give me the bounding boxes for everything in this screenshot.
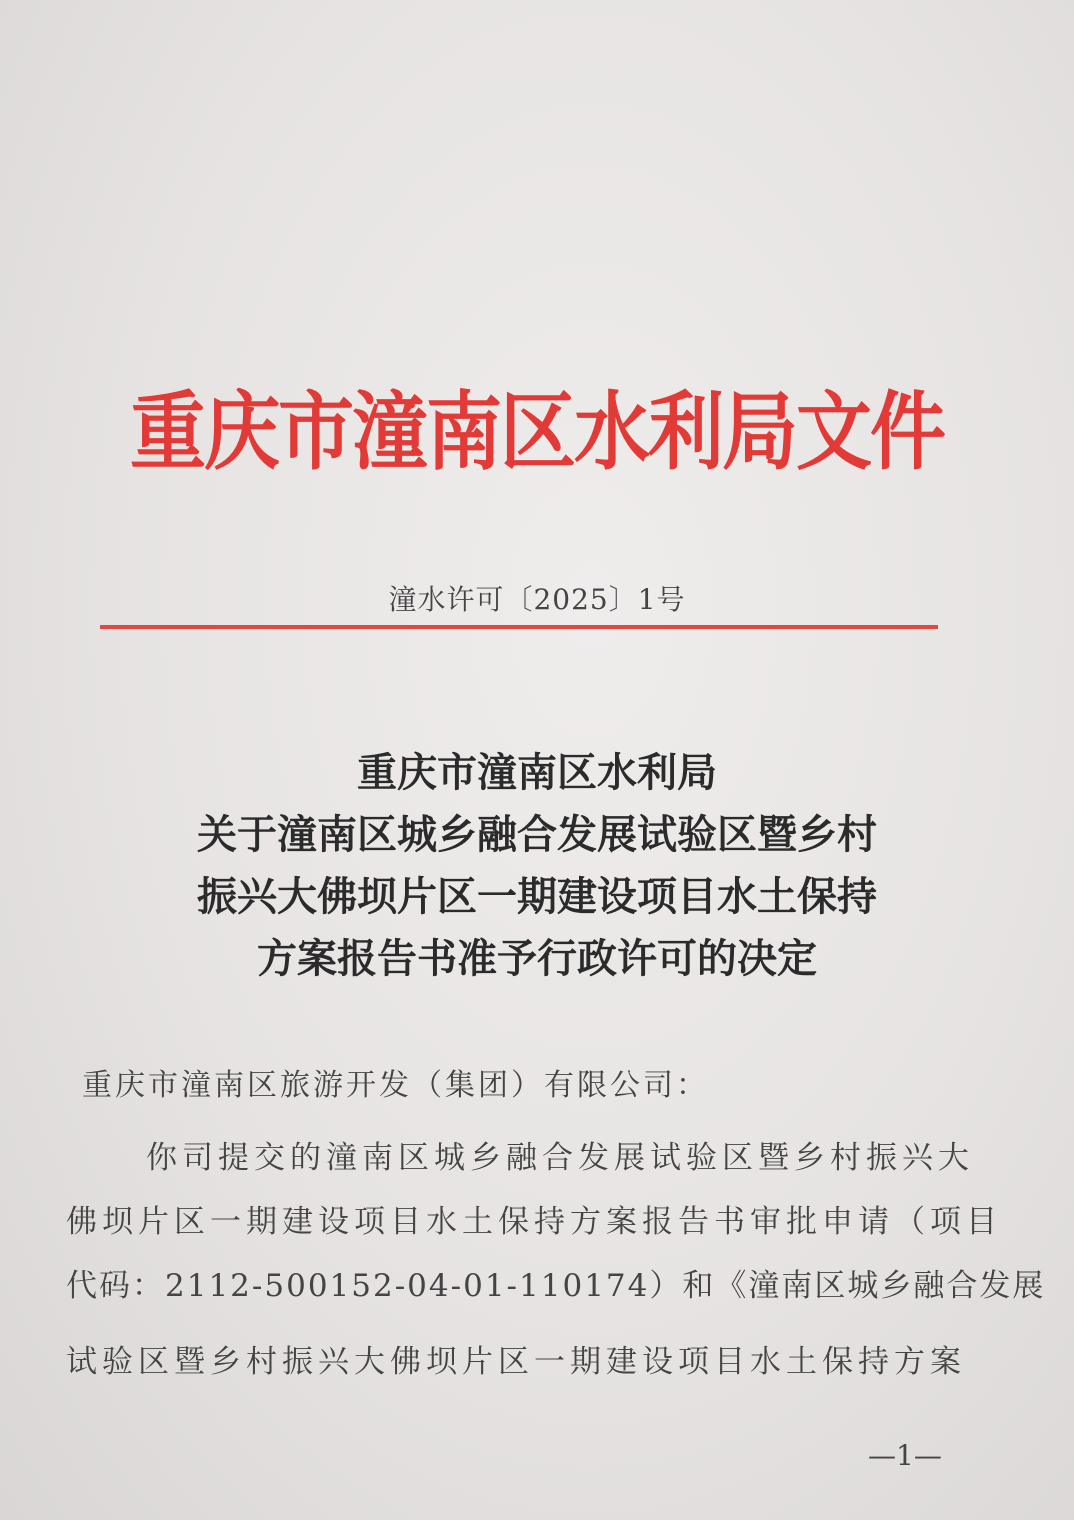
body-text-line: 试验区暨乡村振兴大佛坝片区一期建设项目水土保持方案 [66, 1344, 966, 1380]
document-title [0, 742, 1074, 990]
recipient-line: 重庆市潼南区旅游开发（集团）有限公司： [82, 1068, 709, 1103]
document-number: 潼水许可〔2025〕1号 [388, 583, 686, 616]
red-separator-line [100, 625, 938, 629]
body-text-line: 代码：2112-500152-04-01-110174）和《潼南区城乡融合发展 [66, 1268, 1046, 1304]
document-title-line: 方案报告书准予行政许可的决定 [257, 935, 817, 982]
agency-header-title: 重庆市潼南区水利局文件 [130, 381, 944, 482]
document-title-line: 关于潼南区城乡融合发展试验区暨乡村 [197, 811, 877, 858]
document-title-line: 振兴大佛坝片区一期建设项目水土保持 [197, 873, 877, 920]
page-number: —1— [868, 1439, 942, 1472]
body-text-line: 佛坝片区一期建设项目水土保持方案报告书审批申请（项目 [66, 1204, 1002, 1240]
body-text-line: 你司提交的潼南区城乡融合发展试验区暨乡村振兴大 [146, 1140, 974, 1176]
document-title-line: 重庆市潼南区水利局 [357, 749, 717, 796]
